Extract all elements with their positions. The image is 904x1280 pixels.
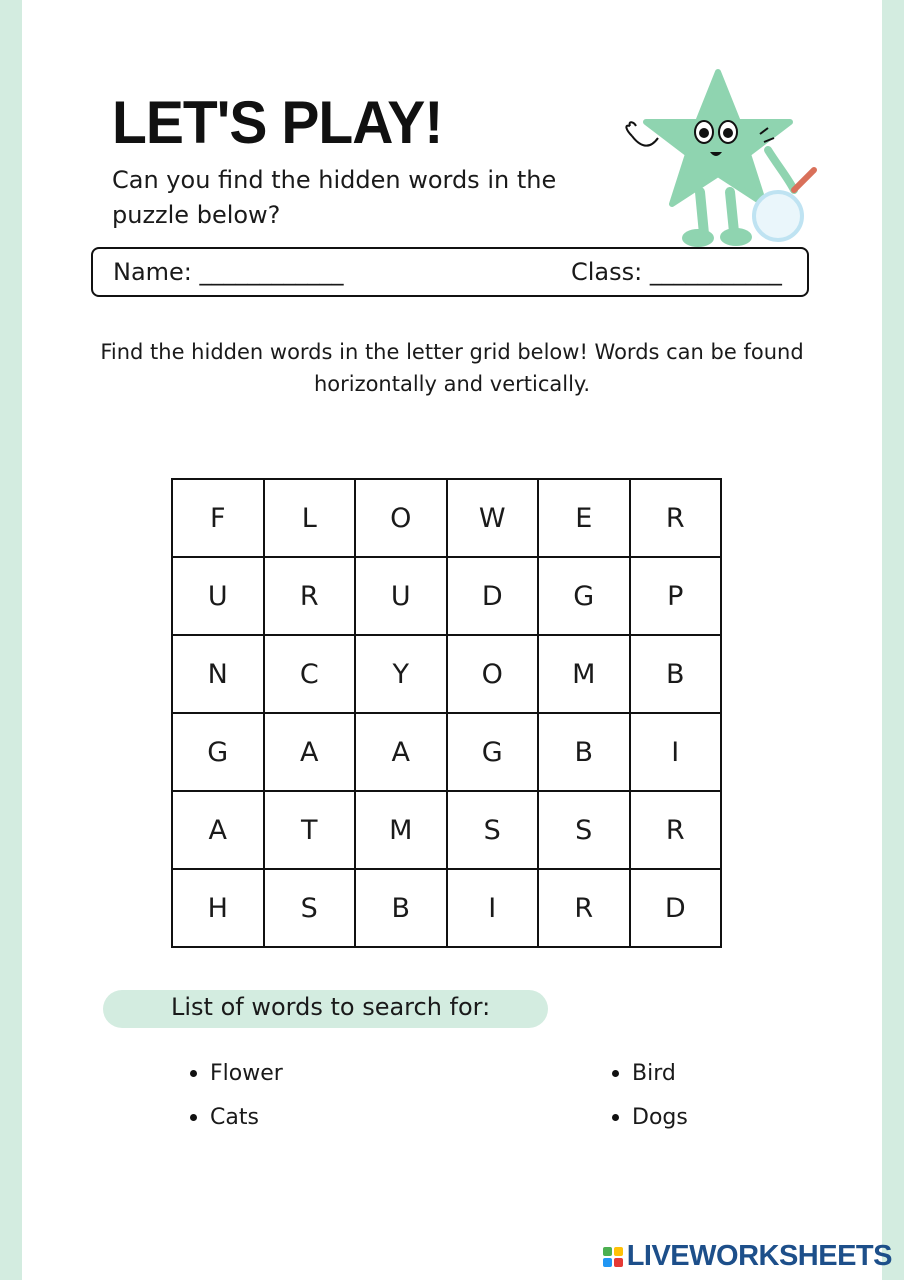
- word-label: Flower: [210, 1061, 283, 1086]
- grid-row: [172, 557, 721, 635]
- grid-cell[interactable]: W: [447, 479, 539, 557]
- grid-cell[interactable]: C: [264, 635, 356, 713]
- list-item: [612, 1105, 688, 1130]
- grid-cell[interactable]: D: [447, 557, 539, 635]
- grid-cell[interactable]: G: [172, 713, 264, 791]
- bullet-icon: [190, 1114, 197, 1121]
- name-field[interactable]: Name: ____________: [113, 258, 344, 286]
- grid-row: [172, 791, 721, 869]
- grid-cell[interactable]: R: [630, 791, 722, 869]
- grid-cell[interactable]: L: [264, 479, 356, 557]
- grid-cell[interactable]: S: [538, 791, 630, 869]
- list-item: [612, 1061, 676, 1086]
- grid-cell[interactable]: S: [447, 791, 539, 869]
- grid-cell[interactable]: H: [172, 869, 264, 947]
- grid-cell[interactable]: O: [355, 479, 447, 557]
- grid-cell[interactable]: M: [538, 635, 630, 713]
- grid-cell[interactable]: M: [355, 791, 447, 869]
- grid-row: [172, 869, 721, 947]
- grid-cell[interactable]: E: [538, 479, 630, 557]
- left-border-strip: [0, 0, 22, 1280]
- bullet-icon: [190, 1070, 197, 1077]
- word-label: Dogs: [632, 1105, 688, 1130]
- grid-cell[interactable]: I: [447, 869, 539, 947]
- right-border-strip: [882, 0, 904, 1280]
- grid-cell[interactable]: F: [172, 479, 264, 557]
- grid-row: [172, 479, 721, 557]
- grid-cell[interactable]: O: [447, 635, 539, 713]
- bullet-icon: [612, 1070, 619, 1077]
- grid-cell[interactable]: I: [630, 713, 722, 791]
- liveworksheets-logo-icon: [603, 1247, 623, 1267]
- word-list-header: [103, 990, 548, 1028]
- class-field[interactable]: Class: ___________: [571, 258, 782, 286]
- grid-cell[interactable]: R: [264, 557, 356, 635]
- word-list-label: List of words to search for:: [171, 993, 491, 1021]
- word-label: Bird: [632, 1061, 676, 1086]
- grid-row: [172, 635, 721, 713]
- grid-cell[interactable]: P: [630, 557, 722, 635]
- word-label: Cats: [210, 1105, 259, 1130]
- grid-cell[interactable]: D: [630, 869, 722, 947]
- grid-cell[interactable]: U: [172, 557, 264, 635]
- grid-cell[interactable]: T: [264, 791, 356, 869]
- page-title: LET'S PLAY!: [112, 89, 443, 156]
- grid-cell[interactable]: S: [264, 869, 356, 947]
- grid-cell[interactable]: U: [355, 557, 447, 635]
- grid-cell[interactable]: B: [630, 635, 722, 713]
- bullet-icon: [612, 1114, 619, 1121]
- liveworksheets-logo: [603, 1240, 892, 1273]
- subtitle: Can you find the hidden words in the puzzle below?: [112, 166, 557, 229]
- grid-cell[interactable]: G: [538, 557, 630, 635]
- grid-cell[interactable]: Y: [355, 635, 447, 713]
- grid-cell[interactable]: N: [172, 635, 264, 713]
- grid-cell[interactable]: R: [538, 869, 630, 947]
- list-item: [190, 1061, 283, 1086]
- grid-row: [172, 713, 721, 791]
- grid-cell[interactable]: A: [172, 791, 264, 869]
- grid-cell[interactable]: B: [538, 713, 630, 791]
- star-detective-mascot-icon: [618, 66, 828, 250]
- name-class-box: [91, 247, 809, 297]
- grid-cell[interactable]: A: [264, 713, 356, 791]
- grid-cell[interactable]: B: [355, 869, 447, 947]
- grid-cell[interactable]: G: [447, 713, 539, 791]
- letter-grid: [171, 478, 722, 948]
- list-item: [190, 1105, 259, 1130]
- grid-cell[interactable]: A: [355, 713, 447, 791]
- instructions: Find the hidden words in the letter grid below! Words can be found horizontally and vertically.: [100, 340, 804, 396]
- logo-text: LIVEWORKSHEETS: [626, 1240, 892, 1272]
- grid-cell[interactable]: R: [630, 479, 722, 557]
